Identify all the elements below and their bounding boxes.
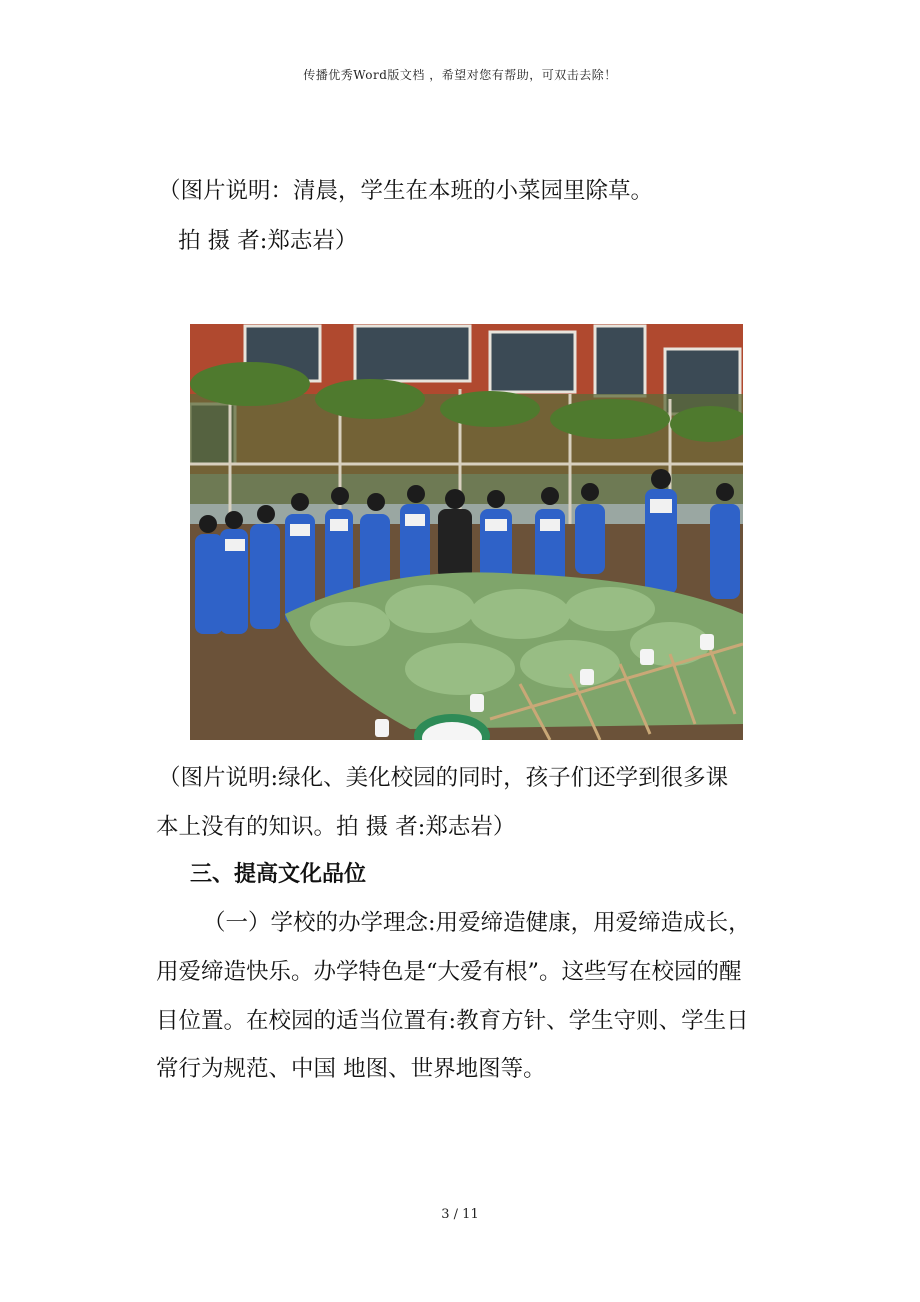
page-number: 3 / 11 bbox=[441, 1207, 479, 1222]
caption-2-line-2: 本上没有的知识。拍 摄 者:郑志岩） bbox=[156, 814, 516, 840]
paragraph-line-1: （一）学校的办学理念:用爱缔造健康，用爱缔造成长， bbox=[203, 910, 751, 936]
paragraph-line-3: 目位置。在校园的适当位置有:教育方针、学生守则、学生日 bbox=[156, 1008, 749, 1034]
caption-1-line-1: （图片说明：清晨，学生在本班的小菜园里除草。 bbox=[158, 178, 654, 204]
paragraph-line-2: 用爱缔造快乐。办学特色是“大爱有根”。这些写在校园的醒 bbox=[156, 959, 742, 985]
caption-1-line-2: 拍 摄 者:郑志岩） bbox=[178, 228, 358, 254]
page-header: 传播优秀Word版文档 ，希望对您有帮助，可双击去除！ bbox=[303, 68, 617, 82]
school-garden-photo bbox=[190, 324, 743, 740]
paragraph-line-4: 常行为规范、中国 地图、世界地图等。 bbox=[156, 1056, 546, 1082]
section-heading: 三、提高文化品位 bbox=[190, 862, 367, 887]
photo-illustration bbox=[190, 324, 743, 740]
caption-2-line-1: （图片说明:绿化、美化校园的同时，孩子们还学到很多课 bbox=[158, 765, 729, 791]
